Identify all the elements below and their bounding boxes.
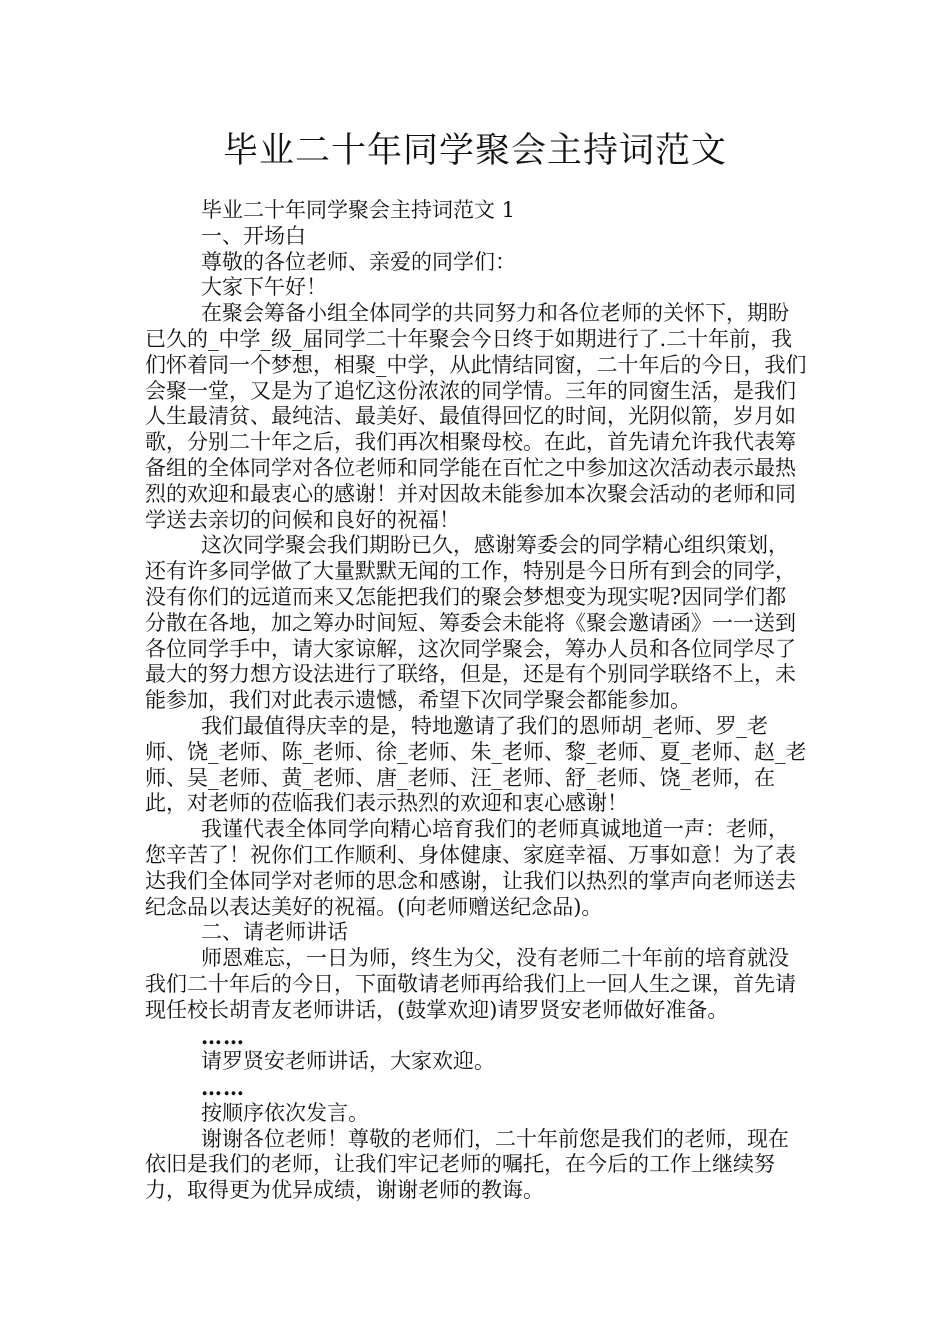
body-paragraph: 我谨代表全体同学向精心培育我们的老师真诚地道一声：老师，您辛苦了！祝你们工作顺利、身体健康、家庭幸福、万事如意！为了表达我们全体同学对老师的思念和感谢，让我们以热烈的掌声向老师送去纪念品以表达美好的祝福。(向老师赠送纪念品)。 bbox=[145, 817, 796, 919]
greeting: 大家下午好！ bbox=[201, 275, 327, 300]
body-paragraph: 在聚会筹备小组全体同学的共同努力和各位老师的关怀下，期盼已久的_中学_级_届同学二十年聚会今日终于如期进行了.二十年前，我们怀着同一个梦想，相聚_中学，从此情结同窗，二十年后的今日，我们会聚一堂，又是为了追忆这份浓浓的同学情。三年的同窗生活，是我们人生最清贫、最纯洁、最美好、最值得回忆的时间，光阴似箭，岁月如歌，分别二十年之后，我们再次相聚母校。在此，首先请允许我代表筹备组的全体同学对各位老师和同学能在百忙之中参加这次活动表示最热烈的欢迎和最衷心的感谢！并对因故未能参加本次聚会活动的老师和同学送去亲切的问候和良好的祝福！ bbox=[145, 301, 807, 532]
body-paragraph: 师恩难忘，一日为师，终生为父，没有老师二十年前的培育就没我们二十年后的今日，下面敬请老师再给我们上一回人生之课，首先请现任校长胡青友老师讲话，(鼓掌欢迎)请罗贤安老师做好准备。 bbox=[145, 946, 796, 1022]
section-heading: 一、开场白 bbox=[201, 223, 306, 248]
ellipsis-line: …… bbox=[201, 1023, 245, 1049]
document-title: 毕业二十年同学聚会主持词范文 bbox=[222, 131, 727, 171]
body-paragraph: 这次同学聚会我们期盼已久，感谢筹委会的同学精心组织策划，还有许多同学做了大量默默无闻的工作，特别是今日所有到会的同学，没有你们的远道而来又怎能把我们的聚会梦想变为现实呢?因同学们都分散在各地，加之筹办时间短、筹委会未能将《聚会邀请函》一一送到各位同学手中，请大家谅解，这次同学聚会，筹办人员和各位同学尽了最大的努力想方设法进行了联络，但是，还是有个别同学联络不上，未能参加，我们对此表示遗憾，希望下次同学聚会都能参加。 bbox=[145, 533, 796, 713]
body-line: 请罗贤安老师讲话，大家欢迎。 bbox=[201, 1049, 495, 1074]
salutation: 尊敬的各位老师、亲爱的同学们： bbox=[201, 249, 516, 274]
body-line: 按顺序依次发言。 bbox=[201, 1100, 369, 1125]
document-body bbox=[145, 198, 807, 1204]
body-paragraph: 谢谢各位老师！尊敬的老师们，二十年前您是我们的老师，现在依旧是我们的老师，让我们牢记老师的嘱托，在今后的工作上继续努力，取得更为优异成绩，谢谢老师的教诲。 bbox=[145, 1126, 789, 1203]
section-heading: 二、请老师讲话 bbox=[201, 920, 348, 945]
body-paragraph: 我们最值得庆幸的是，特地邀请了我们的恩师胡_老师、罗_老师、饶_老师、陈_老师、徐_老师、朱_老师、黎_老师、夏_老师、赵_老师、吴_老师、黄_老师、唐_老师、汪_老师、舒_老师、饶_老师，在此，对老师的莅临我们表示热烈的欢迎和衷心感谢！ bbox=[145, 713, 807, 816]
section-heading: 毕业二十年同学聚会主持词范文 1 bbox=[201, 198, 516, 222]
ellipsis-line: …… bbox=[201, 1075, 245, 1101]
